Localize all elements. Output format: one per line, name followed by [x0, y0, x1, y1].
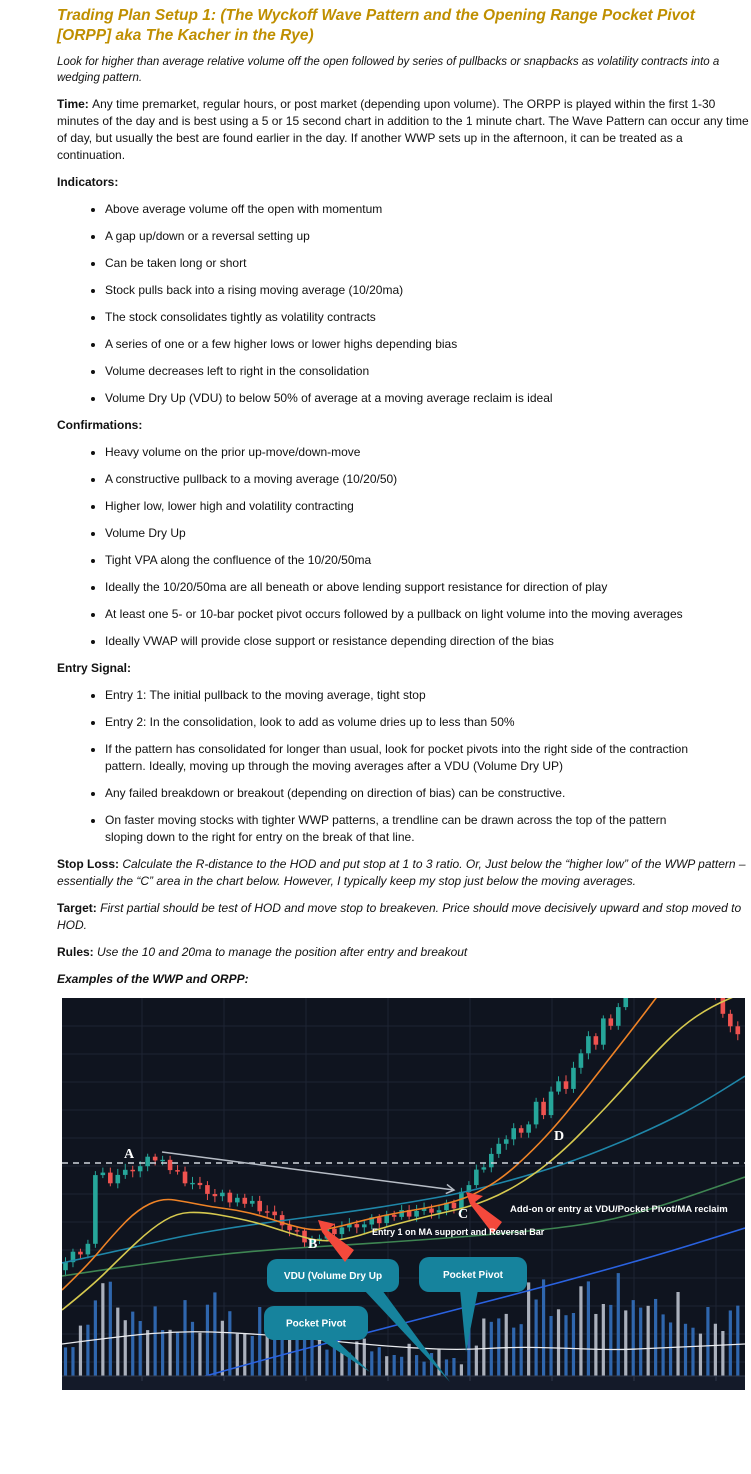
bullet-item: • Ideally VWAP will provide close support or resistance depending direction of the bias: [105, 633, 689, 650]
section-heading-text: Examples of the WWP and ORPP:: [57, 972, 249, 986]
bullet-item: • On faster moving stocks with tighter WWP patterns, a trendline can be drawn across the top of the pattern sloping down to the right for entry on the break of that line.: [105, 812, 689, 846]
paragraph: [57, 944, 749, 961]
paragraph-text: Use the 10 and 20ma to manage the position after entry and breakout: [97, 945, 468, 959]
pattern-letter-D: D: [554, 1129, 565, 1144]
bullet-list: [57, 201, 749, 407]
document-subtitle: Look for higher than average relative volume off the open followed by series of pullbacks or snapbacks as volatility contracts into a wedging pattern.: [57, 56, 720, 84]
chart-annotation: Entry 1 on MA support and Reversal Bar: [372, 1227, 545, 1237]
page-title: Trading Plan Setup 1: (The Wyckoff Wave Pattern and the Opening Range Pocket Pivot [ORPP] aka The Kacher in the Rye): [57, 7, 695, 44]
paragraph: [57, 856, 749, 890]
bullet-item: • Volume Dry Up: [105, 525, 689, 542]
bullet-list: [57, 687, 749, 846]
section-heading: [57, 971, 749, 988]
bullet-item: • A series of one or a few higher lows or lower highs depending bias: [105, 336, 689, 353]
bullet-item: • Entry 1: The initial pullback to the moving average, tight stop: [105, 687, 689, 704]
paragraph-label: Rules:: [57, 945, 98, 959]
section-heading: [57, 417, 749, 434]
paragraph-text: Any time premarket, regular hours, or post market (depending upon volume). The ORPP is played within the first 1-30 minutes of the day and is best using a 5 or 15 second chart in addition to the 1 minute chart. The Wave Pattern can occur any time of day, but usually the best are found earlier in the day. If another WWP sets up in the afternoon, it can be treated as a continuation.: [57, 97, 749, 162]
paragraph: [57, 96, 749, 164]
bullet-list: [57, 444, 749, 650]
bullet-item: • A constructive pullback to a moving average (10/20/50): [105, 471, 689, 488]
bullet-item: • Stock pulls back into a rising moving average (10/20ma): [105, 282, 689, 299]
bullet-item: • Entry 2: In the consolidation, look to add as volume dries up to less than 50%: [105, 714, 689, 731]
section-heading: [57, 660, 749, 677]
paragraph-text: Calculate the R-distance to the HOD and put stop at 1 to 3 ratio. Or, Just below the “higher low” of the WWP pattern – essentially the “C” area in the chart below. However, I typically keep my stop just below the moving averages.: [57, 857, 746, 888]
bullet-item: • Can be taken long or short: [105, 255, 689, 272]
candlestick-chart: [62, 998, 745, 1390]
bullet-item: • At least one 5- or 10-bar pocket pivot occurs followed by a pullback on light volume into the moving averages: [105, 606, 689, 623]
time-axis-strip: [62, 1376, 745, 1390]
bullet-item: • Ideally the 10/20/50ma are all beneath or above lending support resistance for direction of play: [105, 579, 689, 596]
paragraph-label: Time:: [57, 97, 93, 111]
bullet-item: • Higher low, lower high and volatility contracting: [105, 498, 689, 515]
bullet-item: • The stock consolidates tightly as volatility contracts: [105, 309, 689, 326]
bullet-item: • A gap up/down or a reversal setting up: [105, 228, 689, 245]
svg-text:Pocket Pivot: Pocket Pivot: [442, 1270, 504, 1281]
pattern-letter-B: B: [308, 1237, 318, 1252]
section-heading-text: Entry Signal:: [57, 661, 132, 675]
bullet-item: • Tight VPA along the confluence of the 10/20/50ma: [105, 552, 689, 569]
pattern-letter-A: A: [124, 1147, 135, 1162]
bullet-item: • Volume decreases left to right in the consolidation: [105, 363, 689, 380]
bullet-item: • Heavy volume on the prior up-move/down-move: [105, 444, 689, 461]
bullet-item: • If the pattern has consolidated for longer than usual, look for pocket pivots into the right side of the contraction pattern. Ideally, moving up through the moving averages after a VDU (Volume Dry UP): [105, 741, 689, 775]
document: [57, 6, 749, 1390]
section-heading: [57, 174, 749, 191]
section-heading-text: Confirmations:: [57, 418, 143, 432]
paragraph-label: Target:: [57, 901, 101, 915]
document-body: [57, 96, 749, 988]
pattern-letter-C: C: [458, 1207, 469, 1222]
chart-annotation: Add-on or entry at VDU/Pocket Pivot/MA reclaim: [510, 1204, 728, 1215]
svg-text:VDU (Volume Dry Up: VDU (Volume Dry Up: [283, 1271, 383, 1282]
section-heading-text: Indicators:: [57, 175, 119, 189]
paragraph: [57, 900, 749, 934]
paragraph-text: First partial should be test of HOD and move stop to breakeven. Price should move decisively upward and stop moved to HOD.: [57, 901, 742, 932]
bullet-item: • Any failed breakdown or breakout (depending on direction of bias) can be constructive.: [105, 785, 689, 802]
wwp-orpp-example-chart: [62, 998, 745, 1390]
svg-text:Pocket Pivot: Pocket Pivot: [285, 1318, 347, 1330]
bullet-item: • Volume Dry Up (VDU) to below 50% of average at a moving average reclaim is ideal: [105, 390, 689, 407]
bullet-item: • Above average volume off the open with momentum: [105, 201, 689, 218]
paragraph-label: Stop Loss:: [57, 857, 123, 871]
